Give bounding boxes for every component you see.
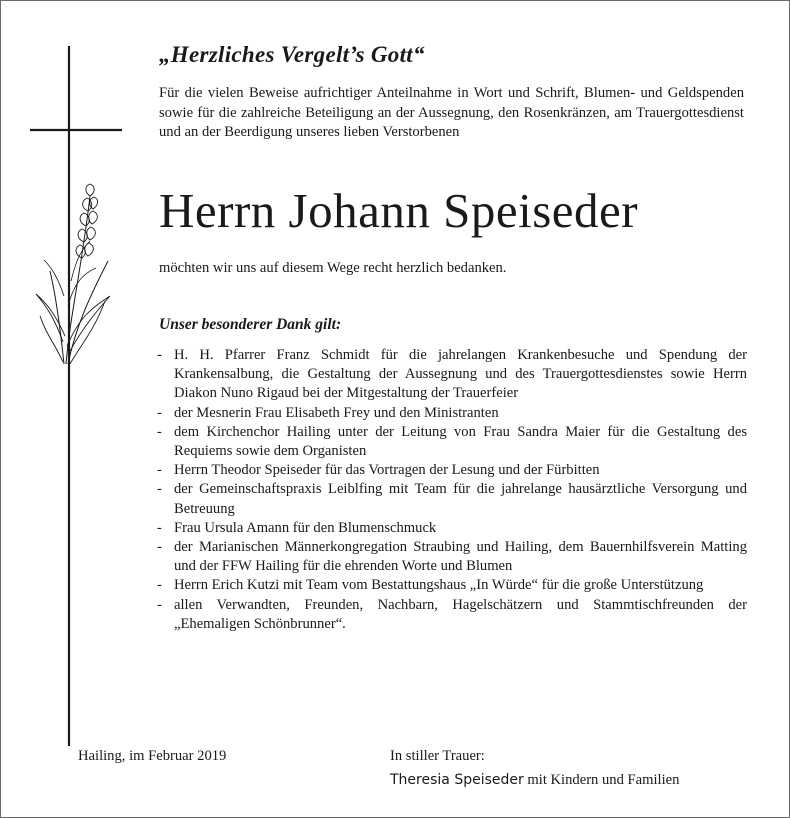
signature-rest: mit Kindern und Familien xyxy=(523,772,680,788)
cross-with-wheat-icon xyxy=(30,46,150,746)
bullet-dash: - xyxy=(157,577,162,594)
bullet-dash: - xyxy=(157,347,162,363)
list-item-text: Herrn Erich Kutzi mit Team vom Bestattungshaus „In Würde“ für die große Unterstützung xyxy=(174,577,704,594)
bullet-dash: - xyxy=(157,404,162,421)
list-item xyxy=(155,404,747,423)
list-item-text: der Mesnerin Frau Elisabeth Frey und den Ministranten xyxy=(174,404,499,421)
mourning-label: In stiller Trauer: xyxy=(390,748,485,764)
list-item xyxy=(155,596,747,634)
intro-paragraph: Für die vielen Beweise aufrichtiger Anteilnahme in Wort und Schrift, Blumen- und Geldspenden sowie für die zahlreiche Beteiligung an der Aussegnung, den Rosenkränzen, am Trauergottesdienst und an der Beerdigung unseres lieben Verstorbenen xyxy=(159,85,744,140)
bullet-dash: - xyxy=(157,519,162,536)
list-item xyxy=(155,538,747,576)
list-item xyxy=(155,346,747,404)
bullet-dash: - xyxy=(157,596,162,613)
list-item xyxy=(155,423,747,461)
place-date: Hailing, im Februar 2019 xyxy=(78,748,227,764)
signature xyxy=(390,772,679,789)
bullet-dash: - xyxy=(157,462,162,479)
list-item-text: Frau Ursula Amann für den Blumenschmuck xyxy=(174,519,437,536)
list-item xyxy=(155,576,747,595)
list-item-text: Herrn Theodor Speiseder für das Vortragen der Lesung und der Fürbitten xyxy=(174,462,600,479)
list-item xyxy=(155,461,747,480)
special-thanks-heading: Unser besonderer Dank gilt: xyxy=(159,316,342,333)
thanks-line: möchten wir uns auf diesem Wege recht herzlich bedanken. xyxy=(159,260,507,276)
deceased-name: Herrn Johann Speiseder xyxy=(159,183,639,238)
list-item-text: H. H. Pfarrer Franz Schmidt für die jahrelangen Krankenbesuche und Spendung der Krankensalbung, die Gestaltung der Aussegnung und des Trauergottesdienstes sowie Herrn Diakon Nuno Rigaud bei der Mitgestaltung der Trauerfeier xyxy=(174,347,747,402)
bullet-dash: - xyxy=(157,539,162,556)
special-thanks-list xyxy=(155,346,747,634)
list-item-text: dem Kirchenchor Hailing unter der Leitung von Frau Sandra Maier für die Gestaltung des Requiems sowie dem Organisten xyxy=(174,423,747,460)
bullet-dash: - xyxy=(157,423,162,440)
list-item xyxy=(155,480,747,518)
list-item-text: allen Verwandten, Freunden, Nachbarn, Hagelschätzern und Stammtischfreunden der „Ehemaligen Schönbrunner“. xyxy=(174,596,747,632)
signature-name: Theresia Speiseder xyxy=(390,772,524,788)
notice-heading: „Herzliches Vergelt’s Gott“ xyxy=(159,42,425,67)
list-item-text: der Marianischen Männerkongregation Straubing und Hailing, dem Bauernhilfsverein Matting und der FFW Hailing für die ehrenden Worte und Blumen xyxy=(174,539,747,575)
list-item-text: der Gemeinschaftspraxis Leiblfing mit Team für die jahrelange hausärztliche Versorgung und Betreuung xyxy=(174,481,747,517)
list-item xyxy=(155,519,747,538)
bullet-dash: - xyxy=(157,481,162,498)
